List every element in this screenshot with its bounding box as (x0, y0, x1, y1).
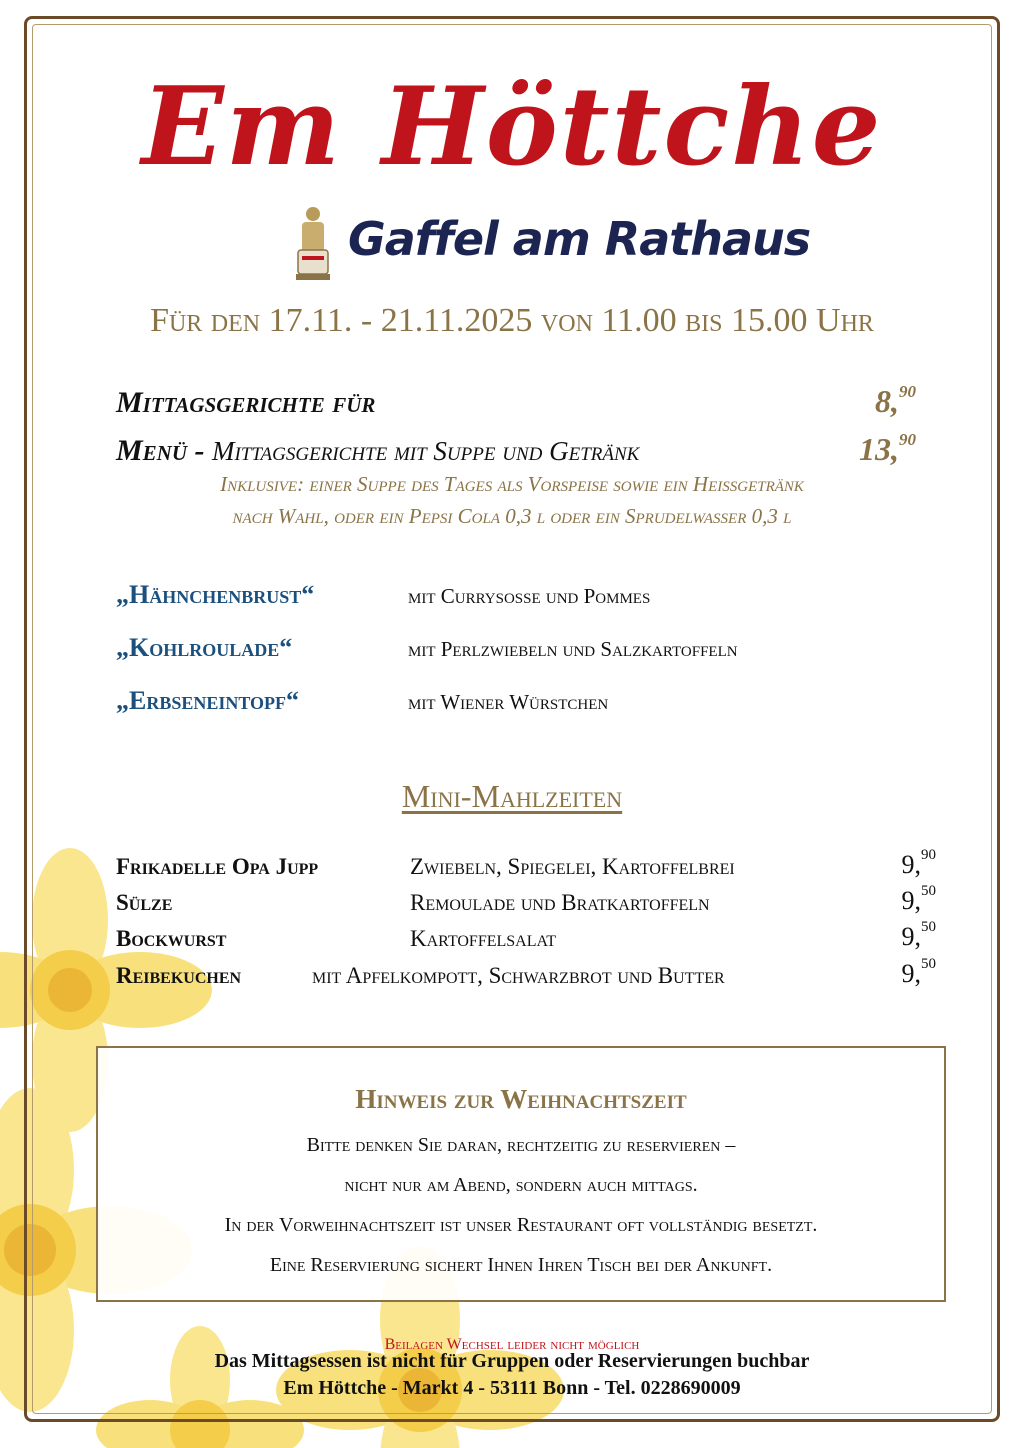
notice-title: Hinweis zur Weihnachtszeit (355, 1084, 687, 1114)
mini-meal-name: Frikadelle Opa Jupp (116, 854, 319, 879)
dish-name: „Erbseneintopf“ (116, 686, 300, 715)
mini-meal-row (116, 955, 936, 989)
dish-name: „Hähnchenbrust“ (116, 580, 315, 609)
group-booking-note: Das Mittagsessen ist nicht für Gruppen oder Reservierungen buchbar (214, 1350, 810, 1372)
notice-line: Bitte denken Sie daran, rechtzeitig zu reservieren – (306, 1134, 736, 1156)
offer-price: 8,90 (875, 382, 916, 419)
validity-dates: Für den 17.11. - 21.11.2025 von 11.00 bis 15.00 Uhr (150, 302, 874, 339)
mini-meal-description: Remoulade und Bratkartoffeln (410, 890, 710, 915)
inclusive-note-line: nach Wahl, oder ein Pepsi Cola 0,3 l oder ein Sprudelwasser 0,3 l (232, 504, 792, 528)
offer-label: Menü - Mittagsgerichte mit Suppe und Getränk (116, 434, 640, 467)
dish-description: mit Currysoße und Pommes (408, 584, 651, 608)
mini-meal-row (116, 882, 936, 916)
dish-description: mit Perlzwiebeln und Salzkartoffeln (408, 637, 738, 661)
sides-note: Beilagen Wechsel leider nicht möglich (384, 1336, 640, 1353)
mini-meal-name: Sülze (116, 890, 173, 915)
notice-line: In der Vorweihnachtszeit ist unser Restaurant oft vollständig besetzt. (224, 1214, 818, 1236)
offer-row-lunch (116, 376, 916, 420)
christmas-notice-box (96, 1046, 946, 1302)
notice-line: nicht nur am Abend, sondern auch mittags. (344, 1174, 698, 1196)
mini-meal-price: 9,90 (901, 847, 936, 879)
dish-name: „Kohlroulade“ (116, 633, 293, 662)
mini-meal-price: 9,50 (901, 956, 936, 988)
mini-meal-description: mit Apfelkompott, Schwarzbrot und Butter (312, 963, 725, 988)
dish-description: mit Wiener Würstchen (408, 690, 609, 714)
mini-meal-description: Kartoffelsalat (410, 926, 557, 951)
mini-meal-name: Bockwurst (116, 926, 227, 951)
brewer-figure-icon (288, 204, 338, 282)
offer-label: Mittagsgerichte für (116, 386, 376, 419)
offer-price: 13,90 (859, 430, 916, 467)
mini-meal-row (116, 918, 936, 952)
address-line: Em Höttche - Markt 4 - 53111 Bonn - Tel. 0228690009 (283, 1377, 741, 1399)
mini-meal-price: 9,50 (901, 919, 936, 951)
notice-line: Eine Reservierung sichert Ihnen Ihren Tisch bei der Ankunft. (269, 1254, 773, 1276)
brewery-name: Gaffel am Rathaus (348, 212, 811, 266)
offer-row-menu (116, 424, 916, 468)
mini-meal-price: 9,50 (901, 883, 936, 915)
mini-meal-row (116, 846, 936, 880)
restaurant-title: Em Höttche (141, 64, 883, 190)
inclusive-note-line: Inklusive: einer Suppe des Tages als Vorspeise sowie ein Heißgetränk (220, 472, 804, 496)
mini-meal-name: Reibekuchen (116, 963, 242, 988)
mini-meal-description: Zwiebeln, Spiegelei, Kartoffelbrei (410, 854, 735, 879)
mini-meals-title: Mini-Mahlzeiten (401, 778, 623, 814)
brewery-logo (288, 204, 811, 284)
